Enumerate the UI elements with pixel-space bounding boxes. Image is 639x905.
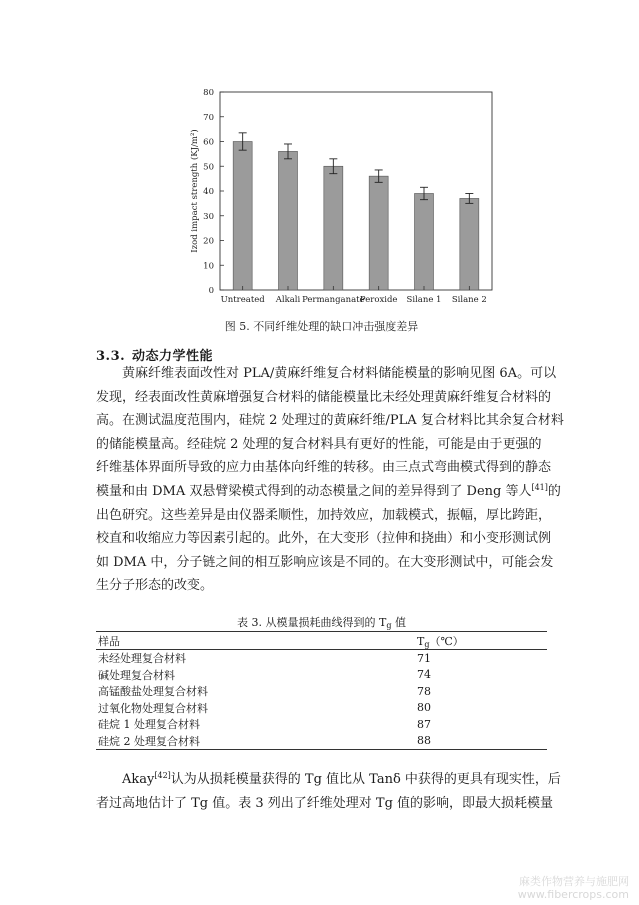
text-line: 高。在测试温度范围内，硅烷 2 处理过的黄麻纤维/PLA 复合材料比其余复合材料 (96, 413, 564, 429)
impact-strength-bar-chart (170, 76, 500, 318)
y-tick-label: 20 (203, 236, 214, 247)
cell-sample: 碱处理复合材料 (98, 668, 175, 682)
cell-tg: 80 (417, 701, 431, 715)
text-line: 如 DMA 中，分子链之间的相互影响应该是不同的。在大变形测试中，可能会发 (96, 554, 554, 570)
cell-sample: 硅烷 2 处理复合材料 (96, 733, 415, 750)
x-tick-label: Untreated (220, 295, 265, 305)
site-watermark (518, 875, 629, 901)
text-line-with-citation (96, 768, 561, 792)
cell-sample: 硅烷 1 处理复合材料 (98, 718, 200, 732)
header-tg (415, 632, 547, 650)
text-segment: 的 (547, 483, 561, 499)
cell-tg: 74 (417, 668, 431, 682)
x-tick-label: Silane 2 (451, 295, 487, 305)
table-header-row (96, 632, 547, 650)
x-tick-label: Silane 1 (406, 295, 442, 305)
text-line: 校直和收缩应力等因素引起的。此外，在大变形（拉伸和挠曲）和小变形测试例 (96, 531, 552, 547)
text-line: 发现，经表面改性黄麻增强复合材料的储能模量比未经处理黄麻纤维复合材料的 (96, 389, 552, 405)
text-line: 出色研究。这些差异是由仪器柔顺性，加持效应，加载模式，振幅，厚比跨距， (96, 507, 552, 523)
y-tick-label: 50 (203, 162, 214, 173)
cell-sample: 未经处理复合材料 (98, 652, 186, 666)
bar (324, 166, 343, 290)
cell-tg: 87 (417, 717, 431, 731)
text-line-with-citation (96, 480, 561, 504)
bar (369, 176, 388, 290)
table-caption (96, 614, 547, 630)
cell-tg: 71 (417, 651, 431, 665)
bar (233, 142, 252, 291)
table-caption-text: 表 3. 从模量损耗曲线得到的 T (237, 616, 387, 629)
cell-tg: 78 (417, 684, 431, 698)
tg-table (96, 631, 547, 750)
x-tick-label: Permanganate (302, 295, 365, 305)
y-tick-label: 60 (203, 137, 214, 148)
y-tick-label: 0 (208, 286, 214, 296)
bar (460, 198, 479, 290)
paragraph-akay (96, 768, 561, 815)
table-row (96, 667, 547, 684)
bar (279, 151, 298, 290)
table-caption-sub: g (386, 621, 392, 630)
watermark-url: www.fibercrops.com (517, 888, 629, 901)
y-axis-label: Izod impact strength (KJ/m²) (190, 129, 200, 253)
table-row (96, 650, 547, 667)
y-tick-label: 80 (203, 88, 214, 98)
x-tick-label: Peroxide (359, 295, 398, 305)
header-sample: 样品 (96, 632, 415, 650)
table-row (96, 683, 547, 700)
cell-sample: 高锰酸盐处理复合材料 (98, 685, 208, 699)
citation-ref: [42] (154, 771, 171, 780)
section-title: 动态力学性能 (132, 349, 214, 364)
text-segment: 模量和由 DMA 双悬臂梁模式得到的动态模量之间的差异得到了 Deng 等人 (96, 483, 532, 499)
text-line: 的储能模量高。经硅烷 2 处理的复合材料具有更好的性能，可能是由于更强的 (96, 436, 542, 452)
plot-frame (220, 92, 492, 290)
y-tick-label: 40 (203, 187, 214, 197)
watermark-title: 麻类作物营养与施肥网 (519, 875, 629, 888)
table-caption-suffix: 值 (391, 616, 406, 629)
table-row (96, 716, 547, 733)
y-tick-label: 10 (203, 261, 214, 272)
cell-tg: 88 (415, 733, 547, 750)
text-line: 者过高地估计了 Tg 值。表 3 列出了纤维处理对 Tg 值的影响，即最大损耗模量 (96, 795, 554, 811)
chart-layer (189, 88, 492, 305)
x-tick-label: Alkali (275, 295, 301, 305)
text-line: 黄麻纤维表面改性对 PLA/黄麻纤维复合材料储能模量的影响见图 6A。可以 (122, 366, 557, 381)
table-row (96, 700, 547, 717)
header-tg-t: T (417, 634, 425, 648)
paragraph-dma (96, 362, 564, 598)
section-number: 3.3. (96, 349, 126, 364)
header-tg-unit: （℃） (429, 634, 464, 648)
y-tick-label: 30 (203, 211, 214, 222)
y-tick-label: 70 (203, 112, 214, 123)
figure-caption: 图 5. 不同纤维处理的缺口冲击强度差异 (224, 320, 419, 333)
text-line: 生分子形态的改变。 (96, 578, 214, 594)
header-tg-sub: g (424, 639, 430, 649)
cell-sample: 过氧化物处理复合材料 (98, 701, 208, 715)
text-segment: 认为从损耗模量获得的 Tg 值比从 Tanδ 中获得的更具有现实性，后 (170, 772, 561, 787)
table-row (96, 733, 547, 750)
bar (415, 193, 434, 290)
citation-ref: [41] (531, 482, 548, 492)
author-name: Akay (122, 772, 155, 787)
text-line: 纤维基体界面所导致的应力由基体向纤维的转移。由三点式弯曲模式得到的静态 (96, 460, 552, 476)
